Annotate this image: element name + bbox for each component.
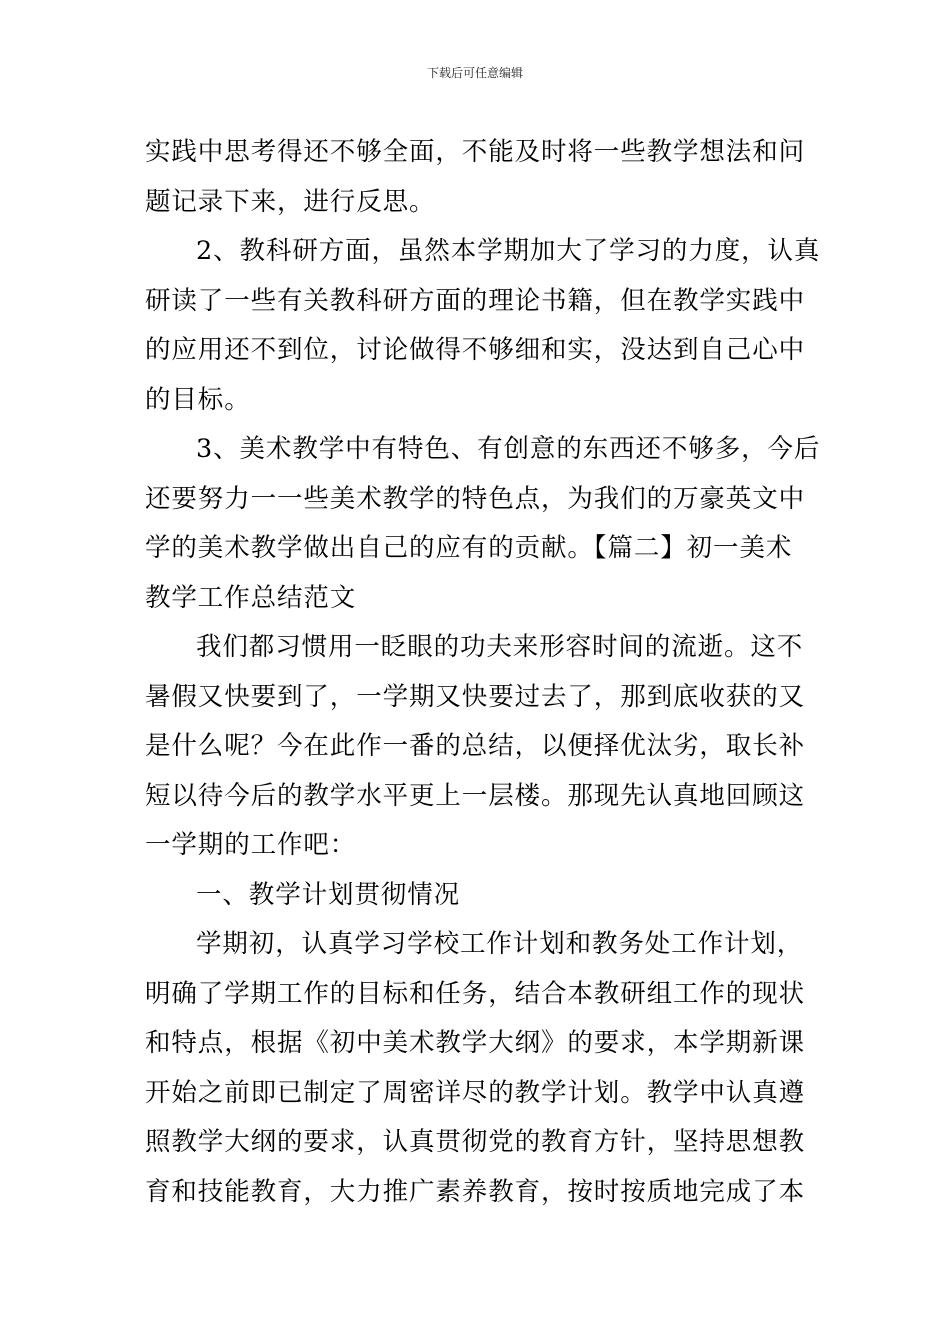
text-line: 3、美术教学中有特色、有创意的东西还不够多，今后 — [196, 434, 821, 464]
text-line: 教学工作总结范文 — [145, 582, 357, 613]
text-line: 明确了学期工作的目标和任务，结合本教研组工作的现状 — [145, 978, 806, 1009]
text-line: 短以待今后的教学水平更上一层楼。那现先认真地回顾这 — [145, 780, 806, 811]
text-line: 我们都习惯用一眨眼的功夫来形容时间的流逝。这不 — [196, 632, 804, 662]
text-line: 是什么呢？今在此作一番的总结，以便择优汰劣，取长补 — [145, 731, 806, 761]
text-line: 照教学大纲的要求，认真贯彻党的教育方针，坚持思想教 — [145, 1127, 806, 1157]
page-header: 下载后可任意编辑 — [426, 66, 523, 80]
text-line: 一学期的工作吧： — [145, 830, 357, 860]
text-line: 2、教科研方面，虽然本学期加大了学习的力度，认真 — [196, 236, 821, 266]
document-body — [145, 128, 821, 1217]
text-line: 题记录下来，进行反思。 — [145, 186, 436, 217]
text-line: 的目标。 — [145, 384, 251, 415]
text-line: 学期初，认真学习学校工作计划和教务处工作计划， — [196, 929, 804, 959]
section-heading: 一、教学计划贯彻情况 — [196, 879, 461, 910]
text-line: 开始之前即已制定了周密详尽的教学计划。教学中认真遵 — [145, 1077, 806, 1108]
text-line: 还要努力一一些美术教学的特色点，为我们的万豪英文中 — [145, 483, 806, 514]
text-line: 研读了一些有关教科研方面的理论书籍，但在教学实践中 — [145, 285, 806, 316]
text-line: 暑假又快要到了，一学期又快要过去了，那到底收获的又 — [145, 681, 806, 712]
text-line: 的应用还不到位，讨论做得不够细和实，没达到自己心中 — [145, 335, 806, 365]
text-line: 实践中思考得还不够全面，不能及时将一些教学想法和问 — [145, 137, 806, 167]
text-line: 育和技能教育，大力推广素养教育，按时按质地完成了本 — [145, 1176, 806, 1207]
text-line: 学的美术教学做出自己的应有的贡献。【篇二】初一美术 — [145, 533, 793, 563]
text-line: 和特点，根据《初中美术教学大纲》的要求，本学期新课 — [145, 1028, 806, 1058]
